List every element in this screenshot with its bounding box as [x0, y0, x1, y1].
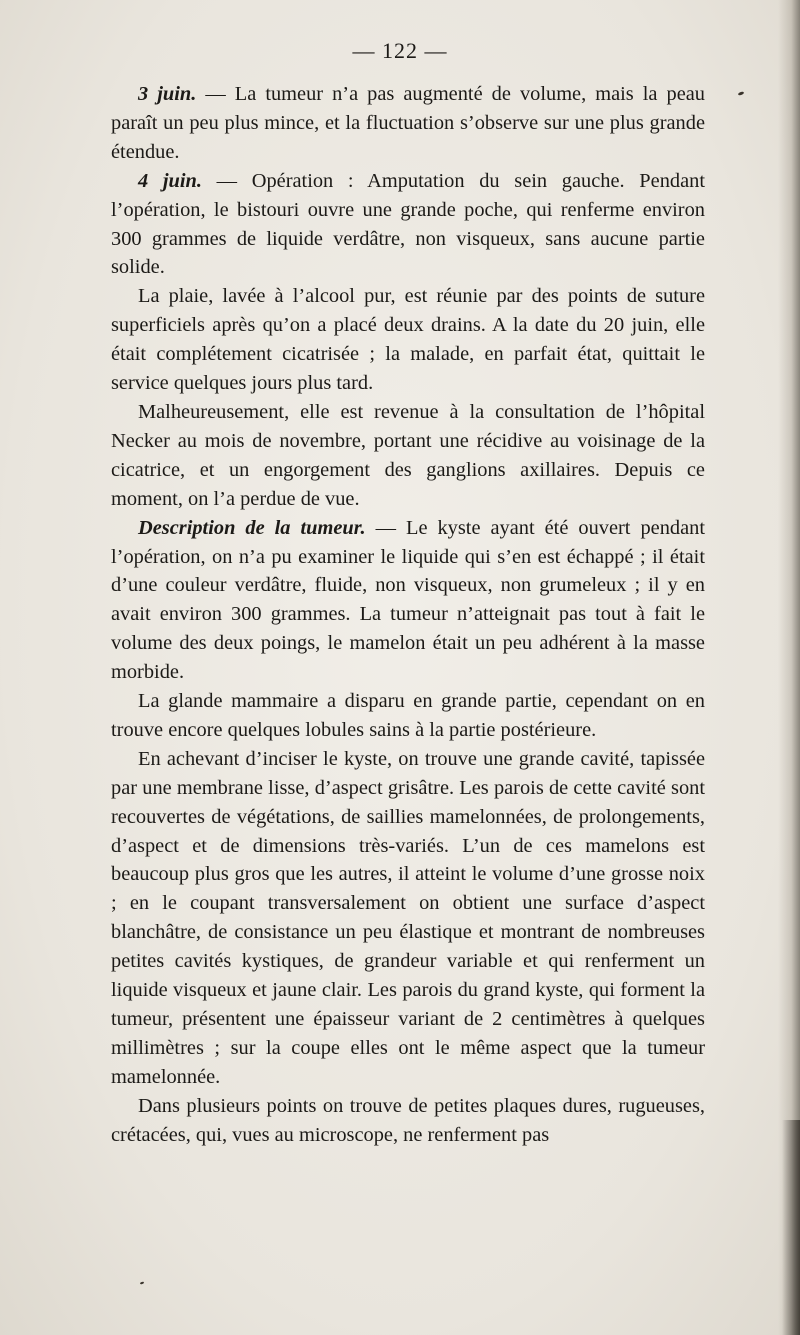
paragraph-lead: 3 juin.: [138, 83, 197, 105]
paragraph-text: La plaie, lavée à l’alcool pur, est réunie par des points de suture superficiels après qu’on a placé deux drains. A la date du 20 juin, elle était complétement cicatrisée ; la malade, en parfait état, quittait le service quelques jours plus tard.: [111, 285, 705, 395]
body-text: [111, 80, 705, 1150]
paragraph-malheureusement: [111, 398, 705, 514]
paragraph-4-juin: [111, 167, 705, 283]
paragraph-text: Dans plusieurs points on trouve de petites plaques dures, rugueuses, crétacées, qui, vues au microscope, ne renferment pas: [111, 1094, 705, 1146]
paper-speck: [738, 91, 745, 96]
paragraph-glande: [111, 687, 705, 745]
paragraph-3-juin: [111, 80, 705, 167]
paragraph-text: — Le kyste ayant été ouvert pendant l’opération, on n’a pu examiner le liquide qui s’en est échappé ; il était d’une couleur verdâtre, fluide, non visqueux, non grumeleux ; il y en avait environ 300 grammes. La tumeur n’atteignait pas tout à fait le volume des deux poings, le mamelon était un peu adhérent à la masse morbide.: [111, 516, 705, 684]
paragraph-text: La glande mammaire a disparu en grande partie, cependant on en trouve encore quelques lobules sains à la partie postérieure.: [111, 690, 705, 741]
paragraph-lead: 4 juin.: [138, 169, 202, 192]
paragraph-text: En achevant d’inciser le kyste, on trouve une grande cavité, tapissée par une membrane lisse, d’aspect grisâtre. Les parois de cette cavité sont recouvertes de végétations, de saillies mamelonnées, de prolongements, d’aspect et de dimensions très-variés. L’un de ces mamelons est beaucoup plus gros que les autres, il atteint le volume d’une grosse noix ; en le coupant transversalement on obtient une surface d’aspect blanchâtre, de consistance un peu élastique et montrant de nombreuses petites cavités kystiques, de grandeur variable et qui renferment un liquide visqueux et jaune clair. Les parois du grand kyste, qui forment la tumeur, présentent une épaisseur variant de 2 centimètres à quelques millimètres ; sur la coupe elles ont le même aspect que la tumeur mamelonnée.: [111, 747, 705, 1088]
paragraph-plaie: [111, 282, 705, 398]
paragraph-text: — Opération : Amputation du sein gauche. Pendant l’opération, le bistouri ouvre une grande poche, qui renferme environ 300 grammes de liquide verdâtre, non visqueux, sans aucune partie solide.: [111, 169, 706, 279]
paragraph-plaques: [111, 1092, 705, 1150]
paragraph-kyste: [111, 745, 705, 1092]
paragraph-description: [111, 514, 705, 687]
paragraph-lead: Description de la tumeur.: [138, 516, 366, 539]
page-number: — 122 —: [352, 38, 448, 63]
page-edge-shadow-dark: [782, 1120, 800, 1335]
paragraph-text: Malheureusement, elle est revenue à la consultation de l’hôpital Necker au mois de novembre, portant une récidive au voisinage de la cicatrice, et un engorgement des ganglions axillaires. Depuis ce moment, on l’a perdue de vue.: [111, 400, 705, 510]
paragraph-text: — La tumeur n’a pas augmenté de volume, mais la peau paraît un peu plus mince, et la fluctuation s’observe sur une plus grande étendue.: [111, 83, 706, 163]
paper-speck: [140, 1281, 144, 1284]
